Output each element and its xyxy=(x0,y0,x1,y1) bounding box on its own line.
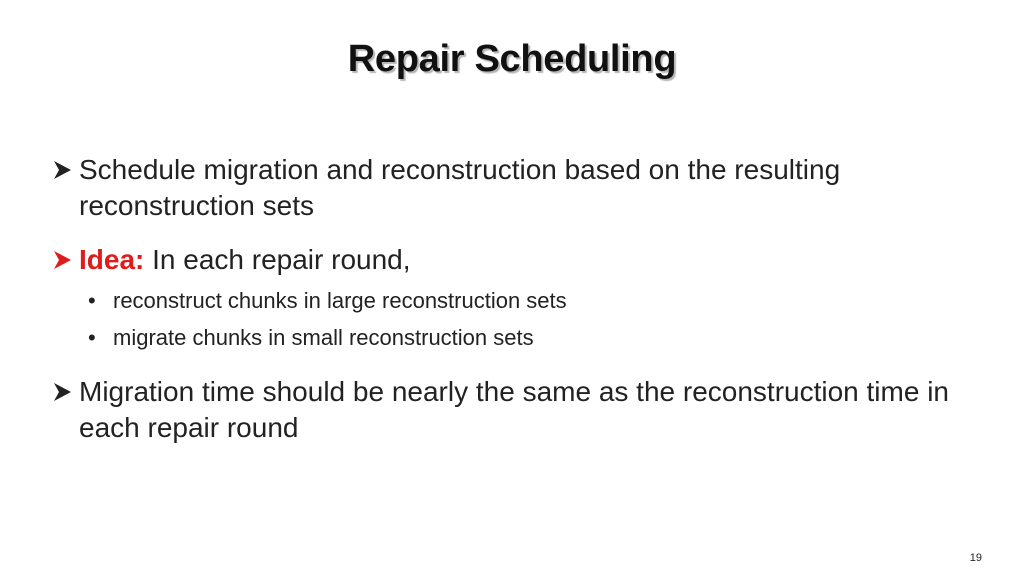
dot-bullet-icon: • xyxy=(88,288,96,313)
sub-bullet-list xyxy=(79,282,952,356)
bullet-text: Migration time should be nearly the same as the reconstruction time in each repair round xyxy=(79,376,949,443)
arrow-bullet-icon xyxy=(52,160,72,180)
bullet-text: Schedule migration and reconstruction based on the resulting reconstruction sets xyxy=(79,154,841,221)
bullet-text: In each repair round, xyxy=(152,244,411,275)
slide-title: Repair Scheduling xyxy=(347,38,677,80)
sub-bullet-reconstruct xyxy=(79,282,952,319)
bullet-list xyxy=(52,152,952,464)
sub-bullet-text: reconstruct chunks in large reconstruction sets xyxy=(113,288,567,313)
dot-bullet-icon: • xyxy=(88,325,96,350)
sub-bullet-migrate xyxy=(79,319,952,356)
idea-label: Idea: xyxy=(79,244,145,275)
sub-bullet-text: migrate chunks in small reconstruction sets xyxy=(113,325,534,350)
arrow-bullet-icon xyxy=(52,250,72,270)
bullet-item-schedule xyxy=(52,152,952,224)
arrow-bullet-icon xyxy=(52,382,72,402)
bullet-item-idea xyxy=(52,242,952,356)
bullet-item-migration-time xyxy=(52,374,952,446)
page-number: 19 xyxy=(969,552,982,564)
